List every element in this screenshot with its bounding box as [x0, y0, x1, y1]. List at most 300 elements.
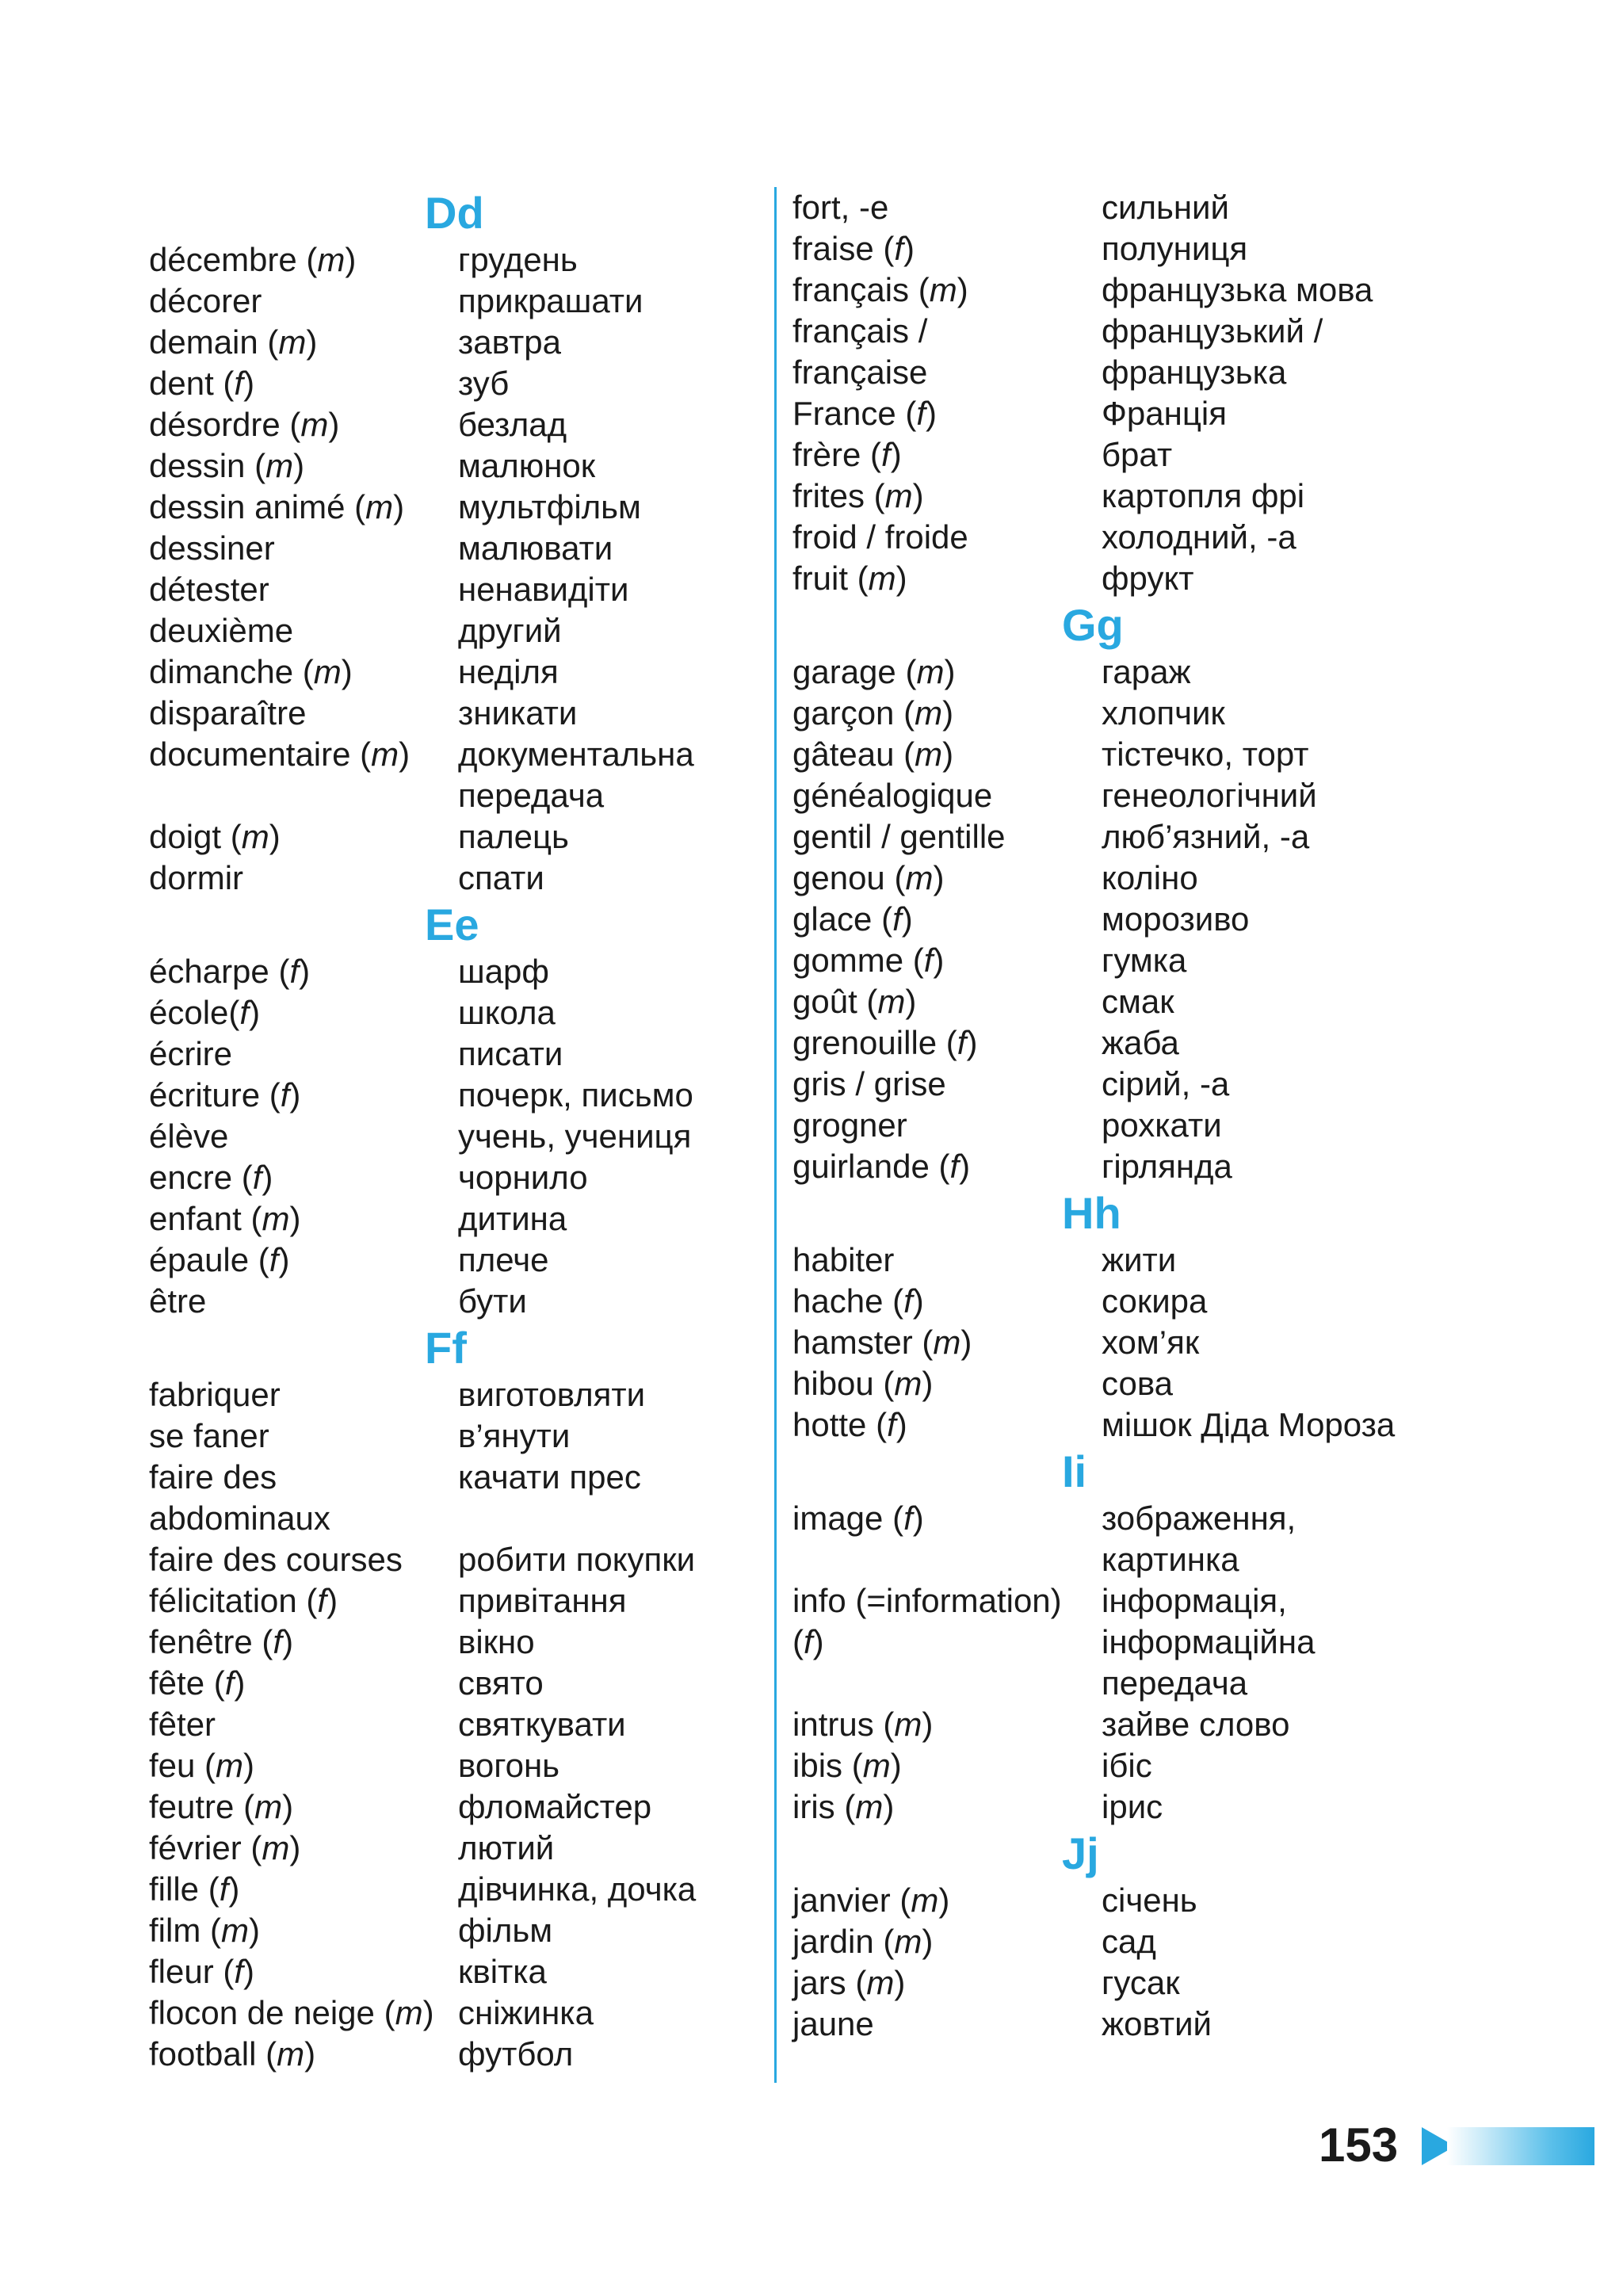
french-term: fenêtre: [149, 1623, 253, 1660]
dictionary-entry: [149, 1415, 767, 1457]
section-letter: Dd: [425, 188, 484, 238]
ukrainian-translation: сова: [1102, 1365, 1174, 1402]
gender-marker: f: [224, 1664, 235, 1702]
ukrainian-translation: рохкати: [1102, 1106, 1222, 1144]
french-word: dessin animé (m): [149, 488, 405, 525]
french-word: hamster (m): [792, 1324, 972, 1361]
french-word: [149, 1033, 458, 1075]
french-term: fleur: [149, 1953, 214, 1990]
dictionary-entry: [792, 899, 1442, 940]
french-term: détester: [149, 571, 269, 608]
gender-marker: m: [877, 983, 906, 1020]
section-letter: Hh: [1062, 1188, 1121, 1238]
ukrainian-translation: передача: [458, 777, 605, 814]
french-term: hotte: [792, 1406, 867, 1443]
gender-marker: m: [855, 1788, 884, 1825]
ukrainian-translation: ірис: [1102, 1788, 1163, 1825]
dictionary-entry: [149, 858, 767, 899]
dictionary-entry: [792, 1663, 1442, 1704]
ukrainian-translation: морозиво: [1102, 900, 1250, 938]
dictionary-entry: [149, 1457, 767, 1498]
ukrainian-translation: коліно: [1102, 859, 1198, 896]
french-term: image: [792, 1499, 884, 1537]
ukrainian-translation: палець: [458, 818, 569, 855]
ukrainian-translation: малюнок: [458, 447, 596, 484]
section-letter: Ee: [425, 900, 479, 949]
dictionary-entry: [149, 1951, 767, 1992]
ukrainian-translation: документальна: [458, 735, 694, 773]
ukrainian-translation: холодний, -а: [1102, 518, 1296, 556]
french-word: frère (f): [792, 436, 902, 473]
french-term: écharpe: [149, 953, 269, 990]
french-word: fraise (f): [792, 230, 915, 267]
ukrainian-translation: привітання: [458, 1582, 627, 1619]
french-word: [792, 1663, 1102, 1704]
french-term: gris / grise: [792, 1065, 946, 1102]
ukrainian-translation: зуб: [458, 365, 510, 402]
gender-marker: m: [395, 1994, 423, 2031]
ukrainian-translation: грудень: [458, 241, 578, 278]
dictionary-entry: [792, 1786, 1442, 1828]
french-word: [792, 187, 1102, 228]
gender-marker: f: [881, 436, 891, 473]
french-word: film (m): [149, 1912, 260, 1949]
french-term: écriture: [149, 1076, 261, 1114]
french-term: dormir: [149, 859, 244, 896]
french-word: février (m): [149, 1829, 301, 1866]
dictionary-entry: [149, 1786, 767, 1828]
french-word: [149, 693, 458, 734]
dictionary-entry: [792, 651, 1442, 693]
french-word: genou (m): [792, 859, 945, 896]
dictionary-entry: [792, 558, 1442, 599]
gender-marker: m: [933, 1324, 961, 1361]
french-term: gâteau: [792, 735, 895, 773]
page-number-bar: [1447, 2127, 1594, 2165]
french-term: félicitation: [149, 1582, 297, 1619]
ukrainian-translation: жити: [1102, 1241, 1177, 1278]
dictionary-entry: [792, 1022, 1442, 1064]
french-term: dent: [149, 365, 214, 402]
french-term: faire des courses: [149, 1541, 403, 1578]
french-word: décembre (m): [149, 241, 357, 278]
french-word: iris (m): [792, 1788, 895, 1825]
french-word: enfant (m): [149, 1200, 301, 1237]
french-term: intrus: [792, 1706, 874, 1743]
french-word: garage (m): [792, 653, 956, 690]
ukrainian-translation: дівчинка, дочка: [458, 1870, 697, 1908]
french-word: [149, 1374, 458, 1415]
french-word: doigt (m): [149, 818, 281, 855]
gender-marker: f: [219, 1870, 229, 1908]
gender-marker: m: [313, 653, 342, 690]
gender-marker: m: [884, 477, 913, 514]
ukrainian-translation: сніжинка: [458, 1994, 594, 2031]
french-term: grenouille: [792, 1024, 938, 1061]
ukrainian-translation: вікно: [458, 1623, 535, 1660]
french-word: goût (m): [792, 983, 917, 1020]
gender-marker: f: [923, 942, 934, 979]
french-word: français (m): [792, 271, 968, 308]
gender-marker: m: [866, 1964, 895, 2001]
dictionary-entry: [149, 1240, 767, 1281]
french-term: dimanche: [149, 653, 294, 690]
ukrainian-translation: картинка: [1102, 1541, 1239, 1578]
dictionary-entry: [149, 1198, 767, 1240]
gender-marker: m: [905, 859, 934, 896]
gender-marker: m: [894, 1706, 922, 1743]
french-term: demain: [149, 323, 258, 361]
ukrainian-translation: почерк, письмо: [458, 1076, 693, 1114]
ukrainian-translation: сильний: [1102, 189, 1229, 226]
gender-marker: f: [280, 1076, 290, 1114]
french-word: documentaire (m): [149, 735, 411, 773]
section-letter: Ii: [1062, 1446, 1087, 1496]
french-term: deuxième: [149, 612, 294, 649]
french-term: guirlande: [792, 1148, 930, 1185]
ukrainian-translation: робити покупки: [458, 1541, 696, 1578]
ukrainian-translation: вогонь: [458, 1747, 560, 1784]
gender-marker: f: [903, 1499, 913, 1537]
gender-marker: f: [916, 395, 926, 432]
dictionary-entry: [149, 487, 767, 528]
french-word: [149, 1539, 458, 1580]
ukrainian-translation: святкувати: [458, 1706, 626, 1743]
french-word: hibou (m): [792, 1365, 934, 1402]
ukrainian-translation: передача: [1102, 1664, 1248, 1702]
dictionary-entry: [149, 1910, 767, 1951]
ukrainian-translation: свято: [458, 1664, 544, 1702]
dictionary-entry: [792, 393, 1442, 434]
french-term: désordre: [149, 406, 281, 443]
french-term: ibis: [792, 1747, 843, 1784]
french-word: [792, 1580, 1102, 1622]
french-term: football: [149, 2035, 257, 2073]
ukrainian-translation: хом’як: [1102, 1324, 1200, 1361]
dictionary-entry: [149, 1539, 767, 1580]
french-term: décembre: [149, 241, 297, 278]
french-term: se faner: [149, 1417, 269, 1454]
ukrainian-translation: французька: [1102, 353, 1287, 391]
dictionary-entry: [149, 1580, 767, 1622]
ukrainian-translation: другий: [458, 612, 562, 649]
ukrainian-translation: мультфільм: [458, 488, 641, 525]
gender-marker: f: [273, 1623, 283, 1660]
french-word: France (f): [792, 395, 938, 432]
gender-marker: m: [915, 735, 943, 773]
ukrainian-translation: квітка: [458, 1953, 547, 1990]
ukrainian-translation: гумка: [1102, 942, 1187, 979]
french-term: goût: [792, 983, 857, 1020]
french-word: [149, 775, 458, 816]
french-term: iris: [792, 1788, 835, 1825]
gender-marker: f: [289, 953, 300, 990]
dictionary-entry: [792, 1921, 1442, 1962]
dictionary-entry: [792, 1962, 1442, 2004]
french-word: [792, 1064, 1102, 1105]
dictionary-entry: [792, 517, 1442, 558]
ukrainian-translation: спати: [458, 859, 544, 896]
french-term: école: [149, 994, 229, 1031]
french-word: frites (m): [792, 477, 924, 514]
gender-marker: m: [220, 1912, 249, 1949]
french-word: [792, 2004, 1102, 2045]
gender-marker: m: [277, 2035, 305, 2073]
ukrainian-translation: [458, 1498, 767, 1539]
dictionary-entry: [149, 1663, 767, 1704]
gender-marker: f: [892, 900, 902, 938]
gender-marker: m: [915, 694, 943, 732]
gender-marker: m: [300, 406, 329, 443]
french-term: abdominaux: [149, 1499, 330, 1537]
dictionary-entry: [792, 816, 1442, 858]
dictionary-entry: [149, 1498, 767, 1539]
dictionary-entry: [792, 1498, 1442, 1539]
ukrainian-translation: плече: [458, 1241, 549, 1278]
ukrainian-translation: учень, учениця: [458, 1117, 692, 1155]
dictionary-entry: [149, 734, 767, 775]
gender-marker: f: [957, 1024, 967, 1061]
ukrainian-translation: сад: [1102, 1923, 1156, 1960]
french-term: dessiner: [149, 529, 275, 567]
french-term: gentil / gentille: [792, 818, 1006, 855]
french-word: (f): [792, 1623, 824, 1660]
dictionary-entry: [792, 1281, 1442, 1322]
ukrainian-translation: шарф: [458, 953, 549, 990]
french-word: jardin (m): [792, 1923, 934, 1960]
french-word: [149, 1116, 458, 1157]
dictionary-entry: [792, 858, 1442, 899]
gender-marker: m: [265, 447, 294, 484]
french-word: flocon de neige (m): [149, 1994, 434, 2031]
gender-marker: m: [916, 653, 945, 690]
french-word: [149, 281, 458, 322]
gender-marker: m: [317, 241, 346, 278]
french-term: documentaire: [149, 735, 351, 773]
french-word: fruit (m): [792, 560, 907, 597]
french-term: frère: [792, 436, 861, 473]
dictionary-entry: [792, 434, 1442, 476]
ukrainian-translation: полуниця: [1102, 230, 1248, 267]
french-word: image (f): [792, 1499, 924, 1537]
gender-marker: m: [911, 1881, 939, 1919]
dictionary-entry: [792, 1539, 1442, 1580]
ukrainian-translation: французький /: [1102, 312, 1323, 350]
ukrainian-translation: ібіс: [1102, 1747, 1152, 1784]
dictionary-entry: [149, 1157, 767, 1198]
dictionary-entry: [792, 775, 1442, 816]
french-term: décorer: [149, 282, 262, 319]
french-word: feu (m): [149, 1747, 255, 1784]
ukrainian-translation: футбол: [458, 2035, 574, 2073]
dictionary-entry: [792, 476, 1442, 517]
french-term: hache: [792, 1282, 884, 1320]
dictionary-entry: [149, 775, 767, 816]
dictionary-entry: [149, 569, 767, 610]
ukrainian-translation: ненавидіти: [458, 571, 629, 608]
gender-marker: m: [254, 1788, 283, 1825]
french-term: hibou: [792, 1365, 874, 1402]
ukrainian-translation: малювати: [458, 529, 613, 567]
dictionary-entry: [792, 1240, 1442, 1281]
dictionary-entry: [149, 951, 767, 992]
french-word: ibis (m): [792, 1747, 902, 1784]
french-word: dessin (m): [149, 447, 305, 484]
ukrainian-translation: гараж: [1102, 653, 1191, 690]
ukrainian-translation: люб’язний, -а: [1102, 818, 1310, 855]
ukrainian-translation: інформаційна: [1102, 1623, 1316, 1660]
french-term: fraise: [792, 230, 874, 267]
dictionary-entry: [792, 352, 1442, 393]
ukrainian-translation: чорнило: [458, 1159, 588, 1196]
french-term: garçon: [792, 694, 895, 732]
french-word: demain (m): [149, 323, 318, 361]
french-word: [149, 1281, 458, 1322]
dictionary-entry: [792, 1322, 1442, 1363]
dictionary-entry: [149, 445, 767, 487]
gender-marker: m: [868, 560, 896, 597]
dictionary-entry: [792, 981, 1442, 1022]
french-term: jardin: [792, 1923, 874, 1960]
ukrainian-translation: дитина: [458, 1200, 567, 1237]
ukrainian-translation: прикрашати: [458, 282, 643, 319]
french-term: genou: [792, 859, 885, 896]
ukrainian-translation: писати: [458, 1035, 563, 1072]
dictionary-entry: [149, 1704, 767, 1745]
french-term: doigt: [149, 818, 222, 855]
dictionary-entry: [149, 1033, 767, 1075]
french-word: janvier (m): [792, 1881, 950, 1919]
dictionary-entry: [149, 363, 767, 404]
ukrainian-translation: генеологічний: [1102, 777, 1317, 814]
dictionary-entry: [149, 528, 767, 569]
french-word: [149, 610, 458, 651]
french-term: flocon de neige: [149, 1994, 375, 2031]
dictionary-entry: [149, 651, 767, 693]
ukrainian-translation: школа: [458, 994, 556, 1031]
french-term: jars: [792, 1964, 846, 2001]
dictionary-entry: [149, 1075, 767, 1116]
french-word: football (m): [149, 2035, 316, 2073]
french-term: janvier: [792, 1881, 891, 1919]
dictionary-entry: [792, 940, 1442, 981]
ukrainian-translation: смак: [1102, 983, 1174, 1020]
french-word: épaule (f): [149, 1241, 290, 1278]
gender-marker: f: [894, 230, 904, 267]
french-term: française: [792, 353, 928, 391]
ukrainian-translation: тістечко, торт: [1102, 735, 1309, 773]
french-term: film: [149, 1912, 201, 1949]
french-word: [792, 775, 1102, 816]
french-word: garçon (m): [792, 694, 954, 732]
gender-marker: m: [278, 323, 307, 361]
french-word: désordre (m): [149, 406, 340, 443]
french-term: glace: [792, 900, 873, 938]
dictionary-entry: [792, 1404, 1442, 1446]
dictionary-entry: [149, 1745, 767, 1786]
ukrainian-translation: зображення,: [1102, 1499, 1296, 1537]
french-word: écriture (f): [149, 1076, 301, 1114]
french-word: fête (f): [149, 1664, 246, 1702]
gender-marker: f: [887, 1406, 896, 1443]
french-word: grenouille (f): [792, 1024, 978, 1061]
french-term: français /: [792, 312, 928, 350]
french-word: dent (f): [149, 365, 255, 402]
ukrainian-translation: хлопчик: [1102, 694, 1225, 732]
gender-marker: f: [317, 1582, 327, 1619]
french-term: hamster: [792, 1324, 913, 1361]
dictionary-entry: [149, 322, 767, 363]
section-letter: Jj: [1062, 1828, 1099, 1878]
french-term: info (=information): [792, 1582, 1062, 1619]
french-term: fruit: [792, 560, 849, 597]
ukrainian-translation: мішок Діда Мороза: [1102, 1406, 1396, 1443]
gender-marker: f: [949, 1148, 960, 1185]
french-term: écrire: [149, 1035, 233, 1072]
french-term: fêter: [149, 1706, 216, 1743]
gender-marker: m: [216, 1747, 244, 1784]
gender-marker: m: [862, 1747, 891, 1784]
french-term: grogner: [792, 1106, 907, 1144]
french-word: [149, 528, 458, 569]
dictionary-entry: [149, 1374, 767, 1415]
gender-marker: f: [234, 1953, 244, 1990]
ukrainian-translation: Франція: [1102, 395, 1227, 432]
french-term: fête: [149, 1664, 205, 1702]
ukrainian-translation: завтра: [458, 323, 561, 361]
ukrainian-translation: зайве слово: [1102, 1706, 1290, 1743]
gender-marker: m: [365, 488, 394, 525]
ukrainian-translation: в’янути: [458, 1417, 571, 1454]
french-term: enfant: [149, 1200, 242, 1237]
gender-marker: f: [252, 1159, 262, 1196]
ukrainian-translation: гусак: [1102, 1964, 1180, 2001]
dictionary-entry: [149, 992, 767, 1033]
french-word: écharpe (f): [149, 953, 311, 990]
french-word: glace (f): [792, 900, 913, 938]
french-word: fleur (f): [149, 1953, 255, 1990]
french-word: hache (f): [792, 1282, 924, 1320]
ukrainian-translation: бути: [458, 1282, 527, 1320]
french-word: intrus (m): [792, 1706, 934, 1743]
dictionary-entry: [792, 1622, 1442, 1663]
french-term: février: [149, 1829, 242, 1866]
dictionary-entry: [792, 269, 1442, 311]
column-divider: [774, 187, 777, 2083]
ukrainian-translation: гірлянда: [1102, 1148, 1232, 1185]
french-term: gomme: [792, 942, 904, 979]
dictionary-entry: [792, 187, 1442, 228]
ukrainian-translation: зникати: [458, 694, 578, 732]
ukrainian-translation: жаба: [1102, 1024, 1179, 1061]
section-letter: Gg: [1062, 600, 1124, 650]
french-term: élève: [149, 1117, 229, 1155]
french-term: garage: [792, 653, 896, 690]
dictionary-entry: [149, 1992, 767, 2034]
gender-marker: f: [239, 994, 250, 1031]
ukrainian-translation: фільм: [458, 1912, 553, 1949]
french-word: [792, 1539, 1102, 1580]
french-word: [792, 1105, 1102, 1146]
french-term: généalogique: [792, 777, 993, 814]
dictionary-entry: [792, 1880, 1442, 1921]
dictionary-entry: [792, 228, 1442, 269]
dictionary-entry: [149, 1116, 767, 1157]
french-term: feu: [149, 1747, 196, 1784]
gender-marker: m: [262, 1200, 290, 1237]
ukrainian-translation: картопля фрі: [1102, 477, 1305, 514]
dictionary-entry: [149, 1281, 767, 1322]
